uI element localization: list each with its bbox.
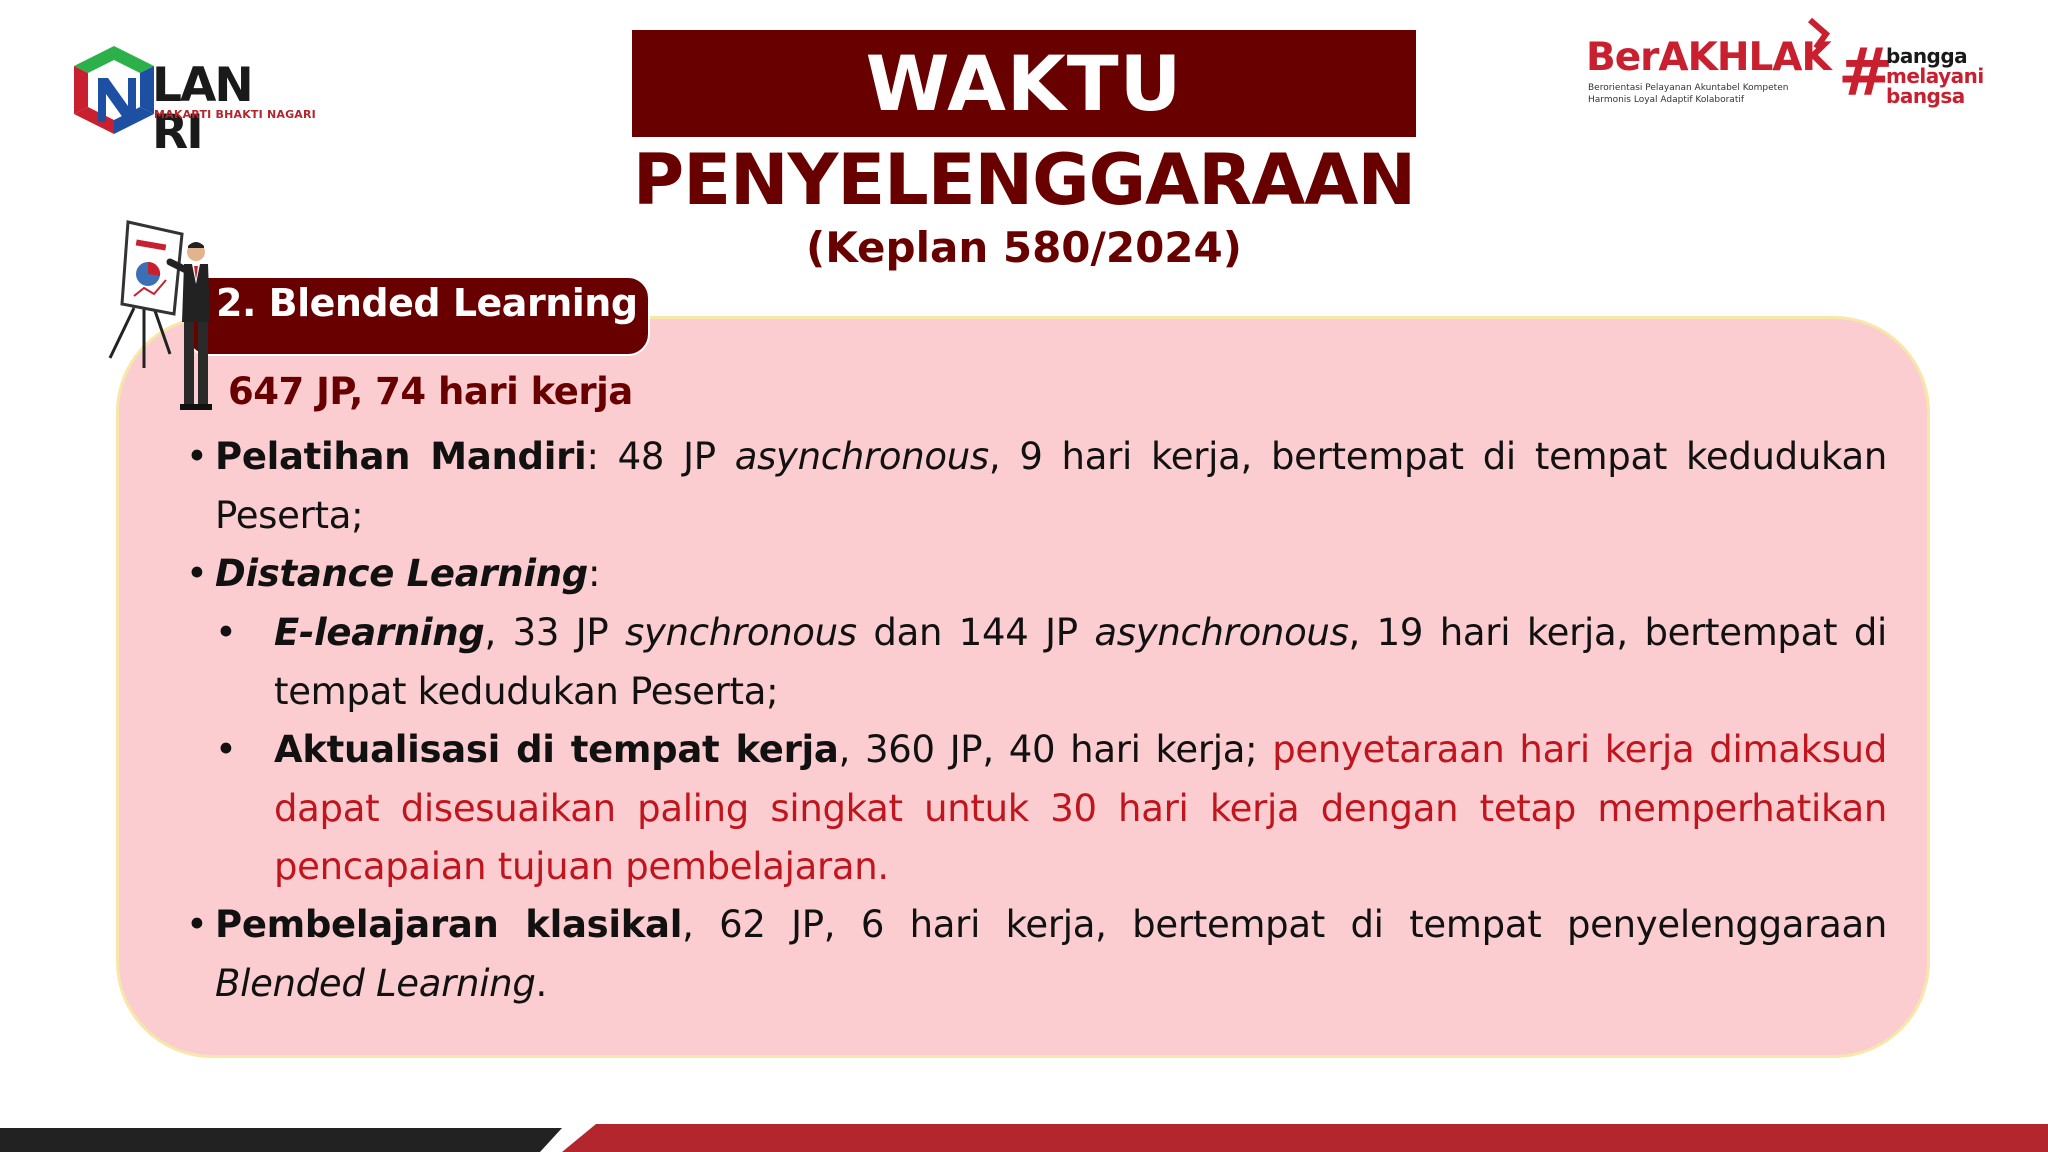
hashtag-icon: # [1838, 34, 1894, 111]
lan-ri-logo [72, 44, 316, 160]
bullet-icon: • [186, 903, 208, 946]
list-item-pembelajaran-klasikal: Pembelajaran klasikal, 62 JP, 6 hari kerja, bertempat di tempat penyelenggaraan Blended Learning. [215, 903, 1887, 1005]
chevron-right-icon [1806, 18, 1832, 58]
lan-ri-subtitle: MAKARTI BHAKTI NAGARI [154, 108, 316, 121]
list-item-e-learning: E-learning, 33 JP synchronous dan 144 JP asynchronous, 19 hari kerja, bertempat di tempat kedudukan Peserta; [274, 611, 1888, 713]
berakhlak-tagline: Berorientasi Pelayanan Akuntabel Kompeten Harmonis Loyal Adaptif Kolaboratif [1588, 83, 1789, 105]
berakhlak-wordmark: BerAKHLAK [1586, 35, 1831, 80]
section-tab-label: 2. Blended Learning [216, 281, 638, 325]
bullet-icon: • [215, 611, 237, 654]
bullet-icon: • [186, 435, 208, 478]
list-item-pelatihan-mandiri: Pelatihan Mandiri: 48 JP asynchronous, 9 hari kerja, bertempat di tempat kedudukan Peserta; [215, 435, 1887, 537]
bullet-icon: • [186, 552, 208, 595]
section-summary: 647 JP, 74 hari kerja [228, 370, 633, 413]
page-title: WAKTU [865, 39, 1183, 128]
presenter-illustration-icon [104, 218, 224, 414]
list-item-aktualisasi: Aktualisasi di tempat kerja, 360 JP, 40 hari kerja; penyetaraan hari kerja dimaksud dapat disesuaikan paling singkat untuk 30 hari kerja dengan tetap memperhatikan pencapaian tujuan pembelajaran. [274, 728, 1888, 888]
footer-stripe [0, 1124, 2048, 1152]
lan-ri-title: LAN RI [152, 58, 252, 160]
bangga-words: bangga melayani bangsa [1886, 44, 1984, 108]
title-banner [632, 30, 1416, 137]
page-title-line-2: PENYELENGGARAAN [632, 139, 1416, 221]
list-item-distance-learning: Distance Learning: [215, 552, 601, 595]
lan-ri-emblem-icon [72, 44, 156, 136]
bullet-icon: • [215, 728, 237, 771]
page-subtitle: (Keplan 580/2024) [806, 223, 1242, 272]
berakhlak-logo [1586, 18, 1846, 128]
bangga-melayani-bangsa-logo [1838, 34, 2008, 114]
